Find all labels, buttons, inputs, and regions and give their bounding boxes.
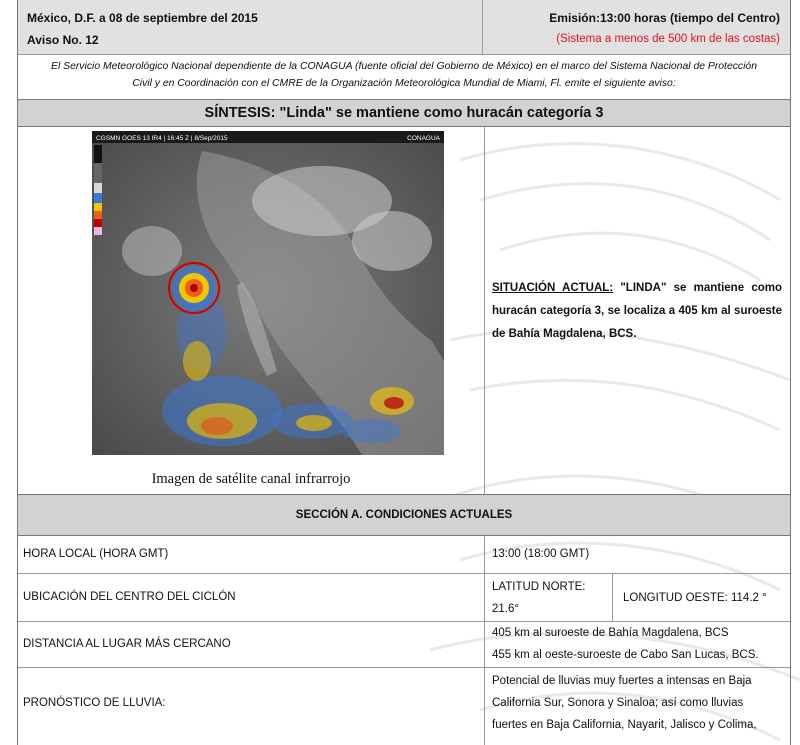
longitud-value: LONGITUD OESTE: 114.2 ° — [623, 592, 767, 604]
intro-paragraph — [18, 55, 790, 99]
hora-label: HORA LOCAL (HORA GMT) — [23, 548, 169, 560]
sintesis-title: SÍNTESIS: "Linda" se mantiene como huracán categoría 3 — [18, 99, 790, 127]
place-date: México, D.F. a 08 de septiembre del 2015 — [27, 11, 258, 25]
lluvia-label: PRONÓSTICO DE LLUVIA: — [23, 697, 166, 709]
situacion-actual — [492, 277, 782, 346]
lluvia-line-2: California Sur, Sonora y Sinaloa; así como lluvias — [492, 697, 744, 709]
lluvia-line-3: fuertes en Baja California, Nayarit, Jalisco y Colima, — [492, 719, 757, 731]
satellite-brand: CONAGUA — [407, 135, 440, 142]
ubicacion-label: UBICACIÓN DEL CENTRO DEL CICLÓN — [23, 591, 236, 603]
latitud-value: 21.6° — [492, 603, 519, 615]
row-divider — [612, 574, 613, 622]
row-distancia — [18, 622, 790, 668]
row-divider — [484, 536, 485, 574]
satellite-stamp: CGSMN GOES 13 IR4 | 16:45 Z | 8/Sep/2015 — [96, 135, 228, 142]
situacion-label: SITUACIÓN ACTUAL: — [492, 282, 614, 294]
system-distance-note: (Sistema a menos de 500 km de las costas) — [556, 33, 780, 45]
column-divider — [484, 127, 485, 494]
distancia-label: DISTANCIA AL LUGAR MÁS CERCANO — [23, 638, 231, 650]
intro-line-2: Civil y en Coordinación con el CMRE de la Organización Meteorológica Mundial de Miami, Fl. emite el siguiente aviso: — [132, 78, 676, 89]
row-divider — [484, 622, 485, 668]
row-hora-local — [18, 536, 790, 574]
hurricane-linda-marker — [169, 263, 219, 313]
latitud-label: LATITUD NORTE: — [492, 581, 586, 593]
satellite-image — [92, 131, 444, 455]
row-divider — [484, 668, 485, 745]
distancia-line-1: 405 km al suroeste de Bahía Magdalena, BCS — [492, 627, 729, 639]
situacion-text: "LINDA" se mantiene como huracán categoría 3, se localiza a 405 km al suroeste de Bahía Magdalena, BCS. — [492, 282, 782, 340]
seccion-a-header: SECCIÓN A. CONDICIONES ACTUALES — [18, 494, 790, 536]
satellite-caption: Imagen de satélite canal infrarrojo — [151, 471, 351, 487]
row-ubicacion — [18, 574, 790, 622]
distancia-line-2: 455 km al oeste-suroeste de Cabo San Lucas, BCS. — [492, 649, 759, 661]
lluvia-line-1: Potencial de lluvias muy fuertes a intensas en Baja — [492, 675, 752, 687]
header-divider — [482, 0, 483, 54]
bulletin-header — [18, 0, 790, 55]
row-pronostico-lluvia — [18, 668, 790, 745]
intro-line-1: El Servicio Meteorológico Nacional dependiente de la CONAGUA (fuente oficial del Gobierno de México) en el marco del Sistema Nacional de Protección — [51, 61, 757, 72]
emision-time: Emisión:13:00 horas (tiempo del Centro) — [549, 11, 780, 25]
right-border — [790, 0, 791, 745]
color-scale — [94, 145, 102, 235]
aviso-number: Aviso No. 12 — [27, 33, 99, 47]
hora-value: 13:00 (18:00 GMT) — [492, 548, 590, 560]
row-divider — [484, 574, 485, 622]
